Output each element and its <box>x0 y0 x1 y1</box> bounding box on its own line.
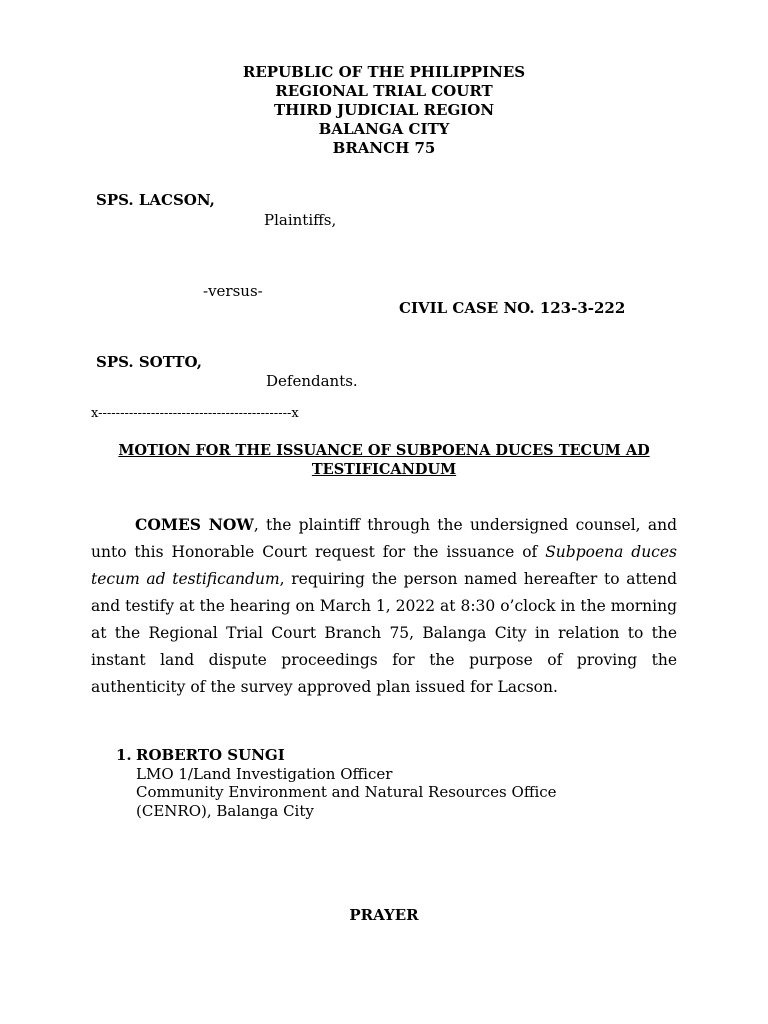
witness-number: 1. <box>116 746 132 764</box>
body-paragraph <box>91 511 677 701</box>
witness-list <box>116 746 557 820</box>
witness-name: ROBERTO SUNGI <box>136 746 285 764</box>
witness-position: LMO 1/Land Investigation Officer <box>136 764 393 783</box>
subpoena-italic: Subpoena duces tecum ad testificandum <box>91 543 677 588</box>
caption-separator: x--------------------------------------------x <box>91 406 299 421</box>
body-text-part1: , the plaintiff through the undersigned counsel, and unto this Honorable Court request for the issuance of <box>91 516 677 561</box>
prayer-heading: PRAYER <box>349 906 419 924</box>
defendant-name: SPS. SOTTO, <box>96 353 202 371</box>
motion-title <box>60 441 708 479</box>
motion-title-line1: MOTION FOR THE ISSUANCE OF SUBPOENA DUCES TECUM AD <box>118 442 650 459</box>
defendant-role: Defendants. <box>266 372 358 390</box>
witness-office-location: (CENRO), Balanga City <box>136 801 314 820</box>
header-republic: REPUBLIC OF THE PHILIPPINES <box>242 63 526 81</box>
header-court: REGIONAL TRIAL COURT <box>275 82 493 100</box>
comes-now-lead: COMES NOW <box>135 515 254 534</box>
header-branch: BRANCH 75 <box>332 139 436 157</box>
motion-title-line2: TESTIFICANDUM <box>311 461 457 478</box>
versus-label: -versus- <box>203 282 263 300</box>
body-text-part2: , requiring the person named hereafter to attend and testify at the hearing on March 1, 2022 at 8:30 o’clock in the morning at the Regional Trial Court Branch 75, Balanga City in relation to the instant land dispute proceedings for the purpose of proving the authenticity of the survey approved plan issued for Lacson. <box>91 570 678 696</box>
court-header <box>0 63 768 158</box>
plaintiff-name: SPS. LACSON, <box>96 191 215 209</box>
header-region: THIRD JUDICIAL REGION <box>273 101 495 119</box>
witness-office: Community Environment and Natural Resources Office <box>136 783 557 801</box>
plaintiff-role: Plaintiffs, <box>264 211 337 229</box>
case-number: CIVIL CASE NO. 123-3-222 <box>399 299 626 317</box>
header-city: BALANGA CITY <box>318 120 450 138</box>
witness-item <box>116 746 557 820</box>
